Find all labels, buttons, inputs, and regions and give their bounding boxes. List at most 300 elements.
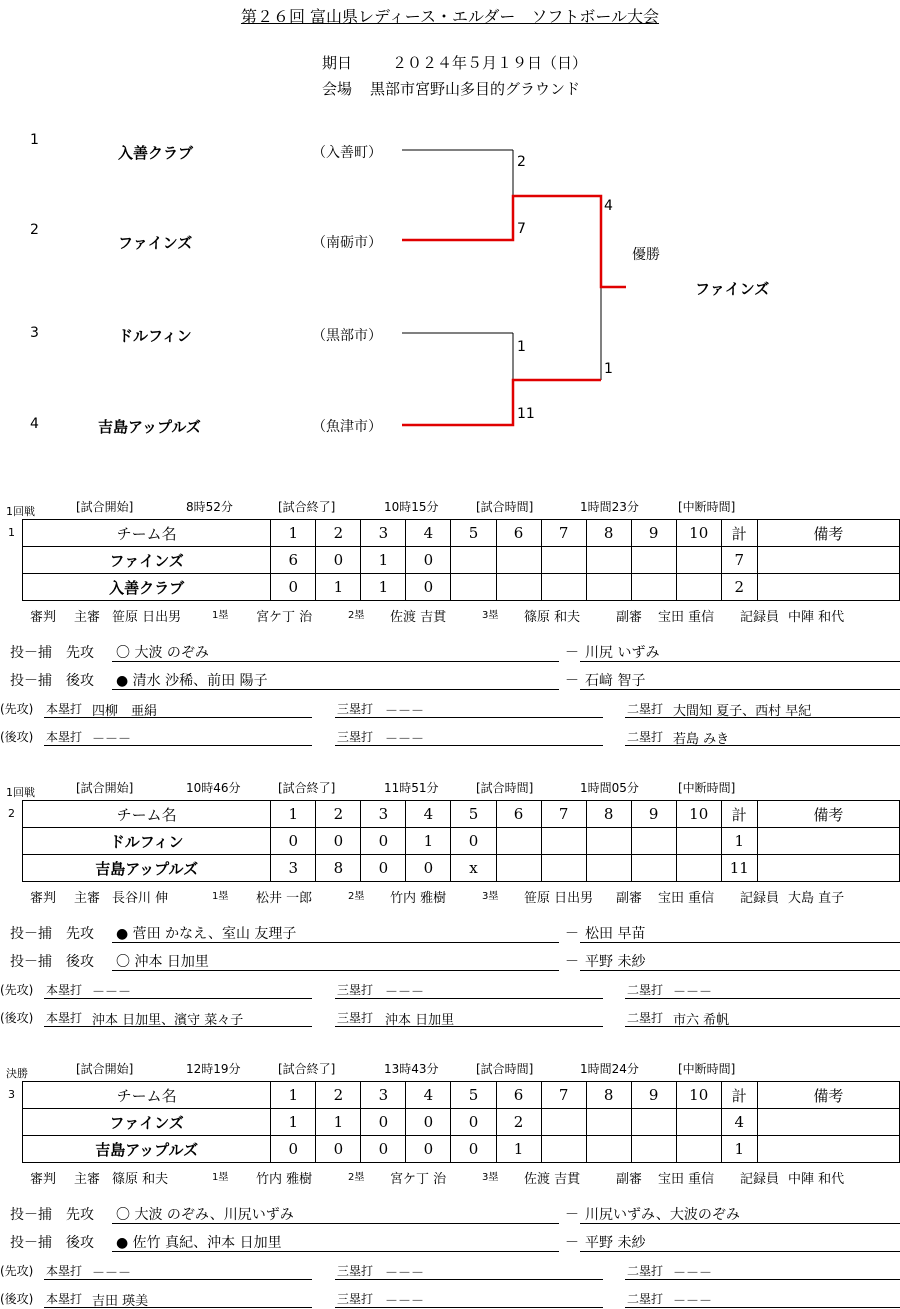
score-m2-top: 1 <box>517 339 526 355</box>
inning-score: 1 <box>316 574 361 601</box>
inning-header: 10 <box>676 801 721 828</box>
page-title: 第２６回 富山県レディース・エルダー ソフトボール大会 <box>240 7 660 26</box>
remarks-cell <box>757 574 899 601</box>
sub-label: 副審 <box>616 891 643 906</box>
game-number: 2 <box>8 807 15 820</box>
inning-score: 0 <box>316 1136 361 1163</box>
inning-header: 4 <box>406 520 451 547</box>
inning-score <box>586 828 631 855</box>
double-names-1: －－－ <box>673 1266 713 1281</box>
pc-dash-1: － <box>565 1207 579 1223</box>
duration-time: 1時間24分 <box>580 1062 639 1076</box>
pc-underline-right-1 <box>580 661 900 662</box>
double-label-2: 二塁打 <box>627 1011 664 1025</box>
duration-time: 1時間05分 <box>580 781 639 795</box>
hr-label-2: 本塁打 <box>46 730 83 744</box>
end-label: [試合終了] <box>278 1062 336 1076</box>
total-header: 計 <box>721 801 757 828</box>
inning-score <box>451 547 496 574</box>
second-name: 佐渡 吉貫 <box>390 610 447 625</box>
inning-score: 2 <box>496 1109 541 1136</box>
inning-score <box>496 855 541 882</box>
inning-header: 8 <box>586 1082 631 1109</box>
double-label-2: 二塁打 <box>627 730 664 744</box>
inning-score: 6 <box>271 547 316 574</box>
inning-score: 0 <box>361 1109 406 1136</box>
inning-score <box>631 1136 676 1163</box>
inning-header: 5 <box>451 801 496 828</box>
pc-underline-1 <box>112 1223 559 1224</box>
inning-header: 6 <box>496 801 541 828</box>
inning-score <box>631 855 676 882</box>
inning-header: 8 <box>586 520 631 547</box>
sub-name: 宝田 重信 <box>658 1172 715 1187</box>
inning-score <box>631 574 676 601</box>
linescore-row <box>23 574 900 601</box>
sub-name: 宝田 重信 <box>658 610 715 625</box>
catchers-1: 川尻いずみ、大波のぞみ <box>585 1207 740 1223</box>
remarks-cell <box>757 855 899 882</box>
inning-score <box>451 574 496 601</box>
seed-3: 3 <box>30 325 39 341</box>
double-names-2: 市六 希帆 <box>673 1013 730 1028</box>
first-label: 1塁 <box>212 1172 229 1183</box>
recorder-name: 大島 直子 <box>788 891 845 906</box>
inning-score <box>541 547 586 574</box>
double-names-2: 若島 みき <box>673 732 730 747</box>
total-score: 2 <box>721 574 757 601</box>
hr-label-1: 本塁打 <box>46 983 83 997</box>
triple-label-1: 三塁打 <box>337 983 374 997</box>
date-value: ２０２４年５月１９日（日） <box>392 54 588 72</box>
inning-score: 0 <box>316 828 361 855</box>
remarks-cell <box>757 828 899 855</box>
end-label: [試合終了] <box>278 781 336 795</box>
total-score: 11 <box>721 855 757 882</box>
bracket-team-3: ドルフィン <box>118 327 192 345</box>
inning-score <box>541 855 586 882</box>
third-label: 3塁 <box>482 891 499 902</box>
linescore-header <box>23 801 900 828</box>
triple-underline-2 <box>335 1026 603 1027</box>
double-underline-2 <box>625 1026 900 1027</box>
round-label: 1回戦 <box>6 786 35 799</box>
umpire-label: 審判 <box>30 610 57 625</box>
side-label-1: (先攻) <box>0 702 34 716</box>
side-label-1: (先攻) <box>0 983 34 997</box>
pc-underline-right-1 <box>580 1223 900 1224</box>
bracket-team-2: ファインズ <box>118 234 193 252</box>
third-label: 3塁 <box>482 1172 499 1183</box>
pc-underline-right-1 <box>580 942 900 943</box>
inning-header: 2 <box>316 1082 361 1109</box>
pc-dash-1: － <box>565 645 579 661</box>
team-header: チーム名 <box>23 520 271 547</box>
venue-label: 会場 <box>322 80 353 98</box>
inning-score: 0 <box>406 1109 451 1136</box>
first-label: 1塁 <box>212 610 229 621</box>
double-names-1: 大間知 夏子、西村 早紀 <box>673 704 812 719</box>
hr-underline-2 <box>44 1307 312 1308</box>
hr-names-2: 沖本 日加里、濱守 菜々子 <box>92 1013 244 1028</box>
inning-header: 8 <box>586 801 631 828</box>
inning-score <box>496 547 541 574</box>
inning-score <box>586 855 631 882</box>
inning-score <box>541 574 586 601</box>
bracket-city-2: （南砺市） <box>312 235 382 251</box>
inning-score: 0 <box>406 574 451 601</box>
inning-header: 3 <box>361 801 406 828</box>
linescore-table <box>22 519 900 601</box>
triple-label-1: 三塁打 <box>337 702 374 716</box>
inning-header: 9 <box>631 801 676 828</box>
pitchers-1: ● 菅田 かなえ、室山 友理子 <box>116 926 297 942</box>
start-label: [試合開始] <box>76 500 134 514</box>
round-label: 決勝 <box>6 1067 28 1080</box>
linescore-table <box>22 800 900 882</box>
round-label: 1回戦 <box>6 505 35 518</box>
inning-header: 3 <box>361 520 406 547</box>
inning-score: 1 <box>361 547 406 574</box>
team-header: チーム名 <box>23 1082 271 1109</box>
triple-names-1: －－－ <box>385 1266 425 1281</box>
game-number: 3 <box>8 1088 15 1101</box>
inning-score: 1 <box>361 574 406 601</box>
duration-label: [試合時間] <box>476 1062 534 1076</box>
seed-4: 4 <box>30 416 39 432</box>
third-name: 篠原 和夫 <box>524 610 581 625</box>
recorder-label: 記録員 <box>740 610 780 625</box>
pc-underline-right-2 <box>580 1251 900 1252</box>
inning-score <box>541 1109 586 1136</box>
team-name: 入善クラブ <box>23 574 271 601</box>
side-label-2: (後攻) <box>0 730 34 744</box>
pc-underline-1 <box>112 942 559 943</box>
triple-underline-1 <box>335 717 603 718</box>
total-score: 7 <box>721 547 757 574</box>
score-final-bottom: 1 <box>604 361 613 377</box>
total-score: 1 <box>721 1136 757 1163</box>
seed-1: 1 <box>30 132 39 148</box>
pitchers-2: ● 清水 沙稀、前田 陽子 <box>116 673 268 689</box>
duration-time: 1時間23分 <box>580 500 639 514</box>
side-label-2: (後攻) <box>0 1292 34 1306</box>
double-label-1: 二塁打 <box>627 983 664 997</box>
triple-label-1: 三塁打 <box>337 1264 374 1278</box>
double-names-2: －－－ <box>673 1294 713 1309</box>
second-label: 2塁 <box>348 891 365 902</box>
total-header: 計 <box>721 520 757 547</box>
inning-score <box>541 828 586 855</box>
duration-label: [試合時間] <box>476 781 534 795</box>
side-label-2: (後攻) <box>0 1011 34 1025</box>
pc-dash-2: － <box>565 1235 579 1251</box>
inning-score: 0 <box>361 828 406 855</box>
remarks-cell <box>757 1136 899 1163</box>
second-label: 2塁 <box>348 610 365 621</box>
start-time: 8時52分 <box>186 500 233 514</box>
bracket-win-team2 <box>402 196 626 287</box>
end-label: [試合終了] <box>278 500 336 514</box>
inning-header: 2 <box>316 801 361 828</box>
pc-label-1: 投－捕 先攻 <box>10 926 94 942</box>
triple-underline-1 <box>335 998 603 999</box>
hr-label-1: 本塁打 <box>46 1264 83 1278</box>
triple-label-2: 三塁打 <box>337 1011 374 1025</box>
score-m2-bottom: 11 <box>517 406 535 422</box>
inning-score <box>631 547 676 574</box>
pc-label-1: 投－捕 先攻 <box>10 1207 94 1223</box>
remarks-header: 備考 <box>757 801 899 828</box>
game-number: 1 <box>8 526 15 539</box>
hr-names-2: 吉田 瑛美 <box>92 1294 149 1309</box>
inning-score <box>541 1136 586 1163</box>
pc-underline-right-2 <box>580 689 900 690</box>
hr-names-2: －－－ <box>92 732 132 747</box>
bracket-team-4: 吉島アップルズ <box>98 418 201 436</box>
inning-score: 1 <box>271 1109 316 1136</box>
champion-label: 優勝 <box>632 247 660 263</box>
inning-header: 9 <box>631 520 676 547</box>
pc-label-1: 投－捕 先攻 <box>10 645 94 661</box>
start-time: 12時19分 <box>186 1062 241 1076</box>
inning-header: 7 <box>541 520 586 547</box>
sub-label: 副審 <box>616 610 643 625</box>
start-time: 10時46分 <box>186 781 241 795</box>
triple-names-2: 沖本 日加里 <box>385 1013 455 1028</box>
pc-underline-1 <box>112 661 559 662</box>
triple-underline-1 <box>335 1279 603 1280</box>
inning-score: 0 <box>406 547 451 574</box>
hr-names-1: －－－ <box>92 985 132 1000</box>
score-final-top: 4 <box>604 198 613 214</box>
duration-label: [試合時間] <box>476 500 534 514</box>
double-underline-2 <box>625 745 900 746</box>
inning-header: 10 <box>676 1082 721 1109</box>
date-label: 期日 <box>322 54 353 72</box>
side-label-1: (先攻) <box>0 1264 34 1278</box>
inning-score <box>586 574 631 601</box>
inning-score: 0 <box>451 828 496 855</box>
inning-header: 7 <box>541 801 586 828</box>
inning-score <box>496 574 541 601</box>
inning-score: 0 <box>271 828 316 855</box>
champion-team: ファインズ <box>695 280 770 298</box>
double-underline-1 <box>625 717 900 718</box>
team-name: ファインズ <box>23 547 271 574</box>
team-header: チーム名 <box>23 801 271 828</box>
inning-header: 10 <box>676 520 721 547</box>
linescore-row <box>23 1136 900 1163</box>
inning-header: 5 <box>451 1082 496 1109</box>
triple-label-2: 三塁打 <box>337 730 374 744</box>
double-label-1: 二塁打 <box>627 1264 664 1278</box>
linescore-row <box>23 855 900 882</box>
pc-underline-right-2 <box>580 970 900 971</box>
inning-score: 0 <box>451 1109 496 1136</box>
pc-label-2: 投－捕 後攻 <box>10 1235 94 1251</box>
double-underline-2 <box>625 1307 900 1308</box>
total-score: 4 <box>721 1109 757 1136</box>
umpire-label: 審判 <box>30 891 57 906</box>
hr-underline-2 <box>44 745 312 746</box>
catchers-1: 松田 早苗 <box>585 926 646 942</box>
linescore-row <box>23 1109 900 1136</box>
inning-header: 6 <box>496 520 541 547</box>
inning-score <box>676 828 721 855</box>
inning-score: 0 <box>316 547 361 574</box>
plate-name: 篠原 和夫 <box>112 1172 169 1187</box>
inning-header: 2 <box>316 520 361 547</box>
hr-names-1: －－－ <box>92 1266 132 1281</box>
hr-underline-1 <box>44 998 312 999</box>
inning-score: 0 <box>271 574 316 601</box>
inning-score <box>676 547 721 574</box>
inning-header: 1 <box>271 520 316 547</box>
pc-dash-2: － <box>565 954 579 970</box>
pc-label-2: 投－捕 後攻 <box>10 673 94 689</box>
hr-label-1: 本塁打 <box>46 702 83 716</box>
inning-score: 0 <box>406 855 451 882</box>
catchers-2: 石﨑 智子 <box>585 673 646 689</box>
hr-names-1: 四柳 亜絹 <box>92 704 158 719</box>
inning-score <box>676 855 721 882</box>
pc-underline-2 <box>112 1251 559 1252</box>
plate-name: 長谷川 伸 <box>112 891 169 906</box>
bracket-win-team4 <box>402 380 601 425</box>
linescore-row <box>23 828 900 855</box>
first-name: 宮ケ丁 治 <box>256 610 313 625</box>
triple-label-2: 三塁打 <box>337 1292 374 1306</box>
suspend-label: [中断時間] <box>678 1062 736 1076</box>
linescore-row <box>23 547 900 574</box>
linescore-header <box>23 1082 900 1109</box>
inning-score <box>586 1136 631 1163</box>
end-time: 10時15分 <box>384 500 439 514</box>
team-name: ファインズ <box>23 1109 271 1136</box>
end-time: 13時43分 <box>384 1062 439 1076</box>
triple-underline-2 <box>335 745 603 746</box>
pc-label-2: 投－捕 後攻 <box>10 954 94 970</box>
inning-score: 1 <box>316 1109 361 1136</box>
start-label: [試合開始] <box>76 781 134 795</box>
end-time: 11時51分 <box>384 781 439 795</box>
first-name: 松井 一郎 <box>256 891 313 906</box>
total-score: 1 <box>721 828 757 855</box>
inning-score: 0 <box>361 855 406 882</box>
hr-underline-1 <box>44 717 312 718</box>
suspend-label: [中断時間] <box>678 781 736 795</box>
triple-names-1: －－－ <box>385 985 425 1000</box>
first-name: 竹内 雅樹 <box>256 1172 313 1187</box>
catchers-1: 川尻 いずみ <box>585 645 660 661</box>
recorder-label: 記録員 <box>740 1172 780 1187</box>
third-label: 3塁 <box>482 610 499 621</box>
seed-2: 2 <box>30 222 39 238</box>
inning-score: 3 <box>271 855 316 882</box>
pitchers-2: 〇 沖本 日加里 <box>116 954 209 970</box>
pitchers-2: ● 佐竹 真紀、沖本 日加里 <box>116 1235 282 1251</box>
bracket-city-4: （魚津市） <box>312 419 382 435</box>
pc-dash-1: － <box>565 926 579 942</box>
bracket-city-1: （入善町） <box>312 145 382 161</box>
inning-score: 0 <box>406 1136 451 1163</box>
triple-names-1: －－－ <box>385 704 425 719</box>
remarks-cell <box>757 547 899 574</box>
sub-name: 宝田 重信 <box>658 891 715 906</box>
total-header: 計 <box>721 1082 757 1109</box>
score-m1-bottom: 7 <box>517 221 526 237</box>
inning-score <box>631 828 676 855</box>
suspend-label: [中断時間] <box>678 500 736 514</box>
bracket-city-3: （黒部市） <box>312 328 382 344</box>
bracket-team-1: 入善クラブ <box>118 144 194 162</box>
pitchers-1: 〇 大波 のぞみ、川尻いずみ <box>116 1207 294 1223</box>
inning-header: 4 <box>406 801 451 828</box>
second-label: 2塁 <box>348 1172 365 1183</box>
inning-score <box>631 1109 676 1136</box>
double-underline-1 <box>625 998 900 999</box>
inning-header: 7 <box>541 1082 586 1109</box>
inning-header: 3 <box>361 1082 406 1109</box>
double-underline-1 <box>625 1279 900 1280</box>
first-label: 1塁 <box>212 891 229 902</box>
inning-header: 6 <box>496 1082 541 1109</box>
pitchers-1: 〇 大波 のぞみ <box>116 645 209 661</box>
plate-label: 主審 <box>74 1172 101 1187</box>
double-label-1: 二塁打 <box>627 702 664 716</box>
recorder-name: 中陣 和代 <box>788 1172 845 1187</box>
inning-score <box>676 1136 721 1163</box>
remarks-cell <box>757 1109 899 1136</box>
inning-score: 8 <box>316 855 361 882</box>
linescore-table <box>22 1081 900 1163</box>
start-label: [試合開始] <box>76 1062 134 1076</box>
inning-score <box>586 1109 631 1136</box>
score-m1-top: 2 <box>517 154 526 170</box>
double-label-2: 二塁打 <box>627 1292 664 1306</box>
second-name: 竹内 雅樹 <box>390 891 447 906</box>
sub-label: 副審 <box>616 1172 643 1187</box>
double-names-1: －－－ <box>673 985 713 1000</box>
catchers-2: 平野 未紗 <box>585 954 646 970</box>
third-name: 佐渡 吉貫 <box>524 1172 581 1187</box>
remarks-header: 備考 <box>757 1082 899 1109</box>
venue-value: 黒部市宮野山多目的グラウンド <box>370 80 581 98</box>
pc-underline-2 <box>112 689 559 690</box>
plate-name: 笹原 日出男 <box>112 610 182 625</box>
second-name: 宮ケ丁 治 <box>390 1172 447 1187</box>
triple-names-2: －－－ <box>385 732 425 747</box>
inning-score: 0 <box>451 1136 496 1163</box>
inning-score: 0 <box>361 1136 406 1163</box>
hr-underline-2 <box>44 1026 312 1027</box>
inning-score <box>586 547 631 574</box>
triple-names-2: －－－ <box>385 1294 425 1309</box>
remarks-header: 備考 <box>757 520 899 547</box>
linescore-header <box>23 520 900 547</box>
plate-label: 主審 <box>74 610 101 625</box>
inning-header: 9 <box>631 1082 676 1109</box>
inning-score <box>676 574 721 601</box>
inning-score <box>676 1109 721 1136</box>
hr-label-2: 本塁打 <box>46 1011 83 1025</box>
inning-header: 1 <box>271 801 316 828</box>
recorder-name: 中陣 和代 <box>788 610 845 625</box>
hr-underline-1 <box>44 1279 312 1280</box>
inning-score <box>496 828 541 855</box>
pc-dash-2: － <box>565 673 579 689</box>
